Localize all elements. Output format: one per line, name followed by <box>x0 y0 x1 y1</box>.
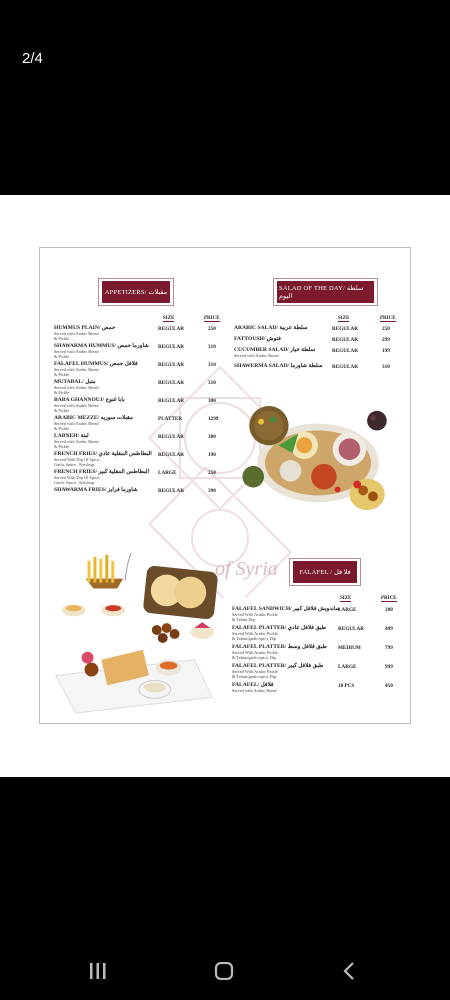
menu-item-size: REGULAR <box>158 344 184 350</box>
menu-item <box>234 325 308 331</box>
menu-item-description: Served with Arabic Bread <box>234 353 279 358</box>
menu-item <box>54 343 149 359</box>
menu-item-description: & Tahini/garlic/spicy Dip <box>232 674 277 679</box>
menu-item-price: 310 <box>208 380 216 386</box>
menu-item-description: Served With Arabic Pickle <box>232 612 278 617</box>
menu-item-price: 1299 <box>208 416 219 422</box>
menu-item-description: Garlic Sauce , Ketchup <box>54 462 94 467</box>
menu-item-price: 310 <box>208 344 216 350</box>
menu-item <box>54 397 125 413</box>
menu-item-name: ARABIC MEZZE/ مقبلات سوريه <box>54 415 133 421</box>
menu-item-size: REGULAR <box>158 434 184 440</box>
home-icon[interactable] <box>214 962 234 980</box>
menu-item-size: REGULAR <box>158 488 184 494</box>
menu-item-description: Served with Arabic Bread <box>54 349 99 354</box>
appetizers-size-header: SIZE <box>163 316 175 321</box>
menu-item-name: FATTOUSH/ فتوش <box>234 336 281 342</box>
menu-item-name: FRENCH FRIES/ البطاطس المقلية كبير <box>54 469 150 475</box>
menu-item-size: REGULAR <box>158 452 184 458</box>
appetizers-price-header: PRICE <box>204 316 220 321</box>
menu-item <box>54 361 138 377</box>
menu-item-description: Served With Dip Of Spice, <box>54 475 101 480</box>
menu-item-name: SHAWARMA FRIES/ شاورما فرايز <box>54 487 138 493</box>
menu-item-size: REGULAR <box>158 326 184 332</box>
menu-item-size: LARGE <box>338 664 357 670</box>
menu-item <box>54 415 133 431</box>
menu-item-description: & Pickle <box>54 372 70 377</box>
menu-item-name: FALAFEL/ فلافل <box>232 682 274 688</box>
menu-item-name: CUCUMBER SALAD/ سلطة خيار <box>234 347 316 353</box>
menu-item-price: 999 <box>385 664 393 670</box>
menu-item-price: 799 <box>385 645 393 651</box>
menu-item <box>54 469 149 485</box>
menu-item-size: REGULAR <box>332 326 358 332</box>
menu-item <box>234 347 315 358</box>
menu-item-description: Garlic Sauce , Ketchup <box>54 480 94 485</box>
menu-item <box>54 325 115 341</box>
menu-item-price: 390 <box>208 488 216 494</box>
menu-item <box>232 606 340 622</box>
menu-item-name: LABNEH/ لبنة <box>54 433 89 439</box>
menu-item-price: 499 <box>385 626 393 632</box>
menu-item <box>232 682 277 693</box>
menu-item-name: SHAWARMA HUMMUS/ شاورما حمص <box>54 343 149 349</box>
salad-heading: SALAD OF THE DAY/ سلطة اليوم <box>277 281 374 303</box>
falafel-size-header: SIZE <box>340 596 352 601</box>
menu-item-description: & Tahini/garlic/spicy Dip <box>232 655 277 660</box>
menu-item <box>54 487 138 493</box>
menu-item <box>232 644 327 660</box>
menu-item <box>234 363 323 369</box>
menu-item-price: 199 <box>382 348 390 354</box>
menu-item-size: MEDIUM <box>338 645 361 651</box>
back-icon[interactable] <box>342 962 356 980</box>
menu-page[interactable] <box>39 247 411 724</box>
appetizers-heading: APPETIZERS/ مقبلات <box>102 281 170 303</box>
salad-price-header: PRICE <box>380 316 396 321</box>
menu-item <box>232 663 323 679</box>
menu-item-size: REGULAR <box>332 348 358 354</box>
menu-item-description: Served with Arabic Bread <box>54 385 99 390</box>
menu-item-description: Served With Arabic Pickle <box>232 631 278 636</box>
falafel-heading: FALAFEL / فلا فل <box>293 561 357 583</box>
navigation-bar <box>0 930 450 1000</box>
menu-item-size: LARGE <box>158 470 177 476</box>
menu-item <box>232 625 326 641</box>
menu-item-size: REGULAR <box>158 380 184 386</box>
menu-item-description: Served With Arabic Pickle <box>232 650 278 655</box>
menu-item-name: FALAFEL PLATTER/ طبق فلافل عادي <box>232 625 327 631</box>
menu-item-description: Served with Arabic Bread <box>54 421 99 426</box>
menu-item-size: REGULAR <box>158 398 184 404</box>
menu-item-size: REGULAR <box>338 626 364 632</box>
page-counter: 2/4 <box>22 50 43 67</box>
menu-item-price: 190 <box>208 452 216 458</box>
menu-item-size: PLATTER <box>158 416 183 422</box>
menu-item-description: Served with Arabic Bread <box>54 439 99 444</box>
falafel-platter-photo <box>46 548 224 718</box>
recents-icon[interactable] <box>88 962 108 980</box>
salad-size-header: SIZE <box>338 316 350 321</box>
menu-item-description: & Pickle <box>54 336 70 341</box>
menu-item-description: Served with Arabic Bread <box>54 403 99 408</box>
menu-item-price: 300 <box>208 434 216 440</box>
menu-item-name: FALAFEL PLATTER/ طبق فلافل كبير <box>232 663 324 669</box>
menu-item-price: 250 <box>208 326 216 332</box>
salad-platter-photo <box>236 406 400 514</box>
watermark-text: of Syria <box>215 558 278 580</box>
menu-item-price: 200 <box>385 607 393 613</box>
menu-item-name: FALAFEL PLATTER/ طبق فلافل وسط <box>232 644 327 650</box>
menu-item-description: & Pickle <box>54 444 70 449</box>
menu-item-name: HUMMUS PLAIN/ حمص <box>54 325 116 331</box>
menu-item-price: 300 <box>208 398 216 404</box>
menu-item-description: & Tahini Dip <box>232 617 255 622</box>
menu-item-description: & Pickle <box>54 408 70 413</box>
menu-item-description: Served With Dip Of Spice, <box>54 457 101 462</box>
menu-item-description: Served with Arabic Bread <box>54 367 99 372</box>
menu-item-description: & Pickle <box>54 426 70 431</box>
menu-item-description: & Pickle <box>54 390 70 395</box>
menu-item-description: Served with Arabic Bread <box>54 331 99 336</box>
menu-item-name: FALAFEL HUMMUS/ فلافل حمص <box>54 361 138 367</box>
menu-item-size: 10 PCS <box>338 683 355 689</box>
menu-item-price: 450 <box>385 683 393 689</box>
menu-item-name: FALAFEL SANDWICH/ ساندويش فلافل كبير <box>232 606 341 612</box>
menu-item-name: MUTABAL/ متبل <box>54 379 96 385</box>
menu-item-size: REGULAR <box>332 337 358 343</box>
menu-item-price: 310 <box>208 362 216 368</box>
menu-item-description: & Pickle <box>54 354 70 359</box>
menu-item-name: BABA GHANNOUJ/ بابا غنوج <box>54 397 125 403</box>
falafel-price-header: PRICE <box>381 596 397 601</box>
menu-item-description: Served with Arabic Bread <box>232 688 277 693</box>
menu-item-price: 299 <box>382 337 390 343</box>
menu-item-price: 250 <box>208 470 216 476</box>
menu-item-description: Served With Arabic Pickle <box>232 669 278 674</box>
menu-item <box>54 379 99 395</box>
menu-item <box>54 433 99 449</box>
menu-item <box>54 451 152 467</box>
menu-item-size: LARGE <box>338 607 357 613</box>
menu-item-size: REGULAR <box>332 364 358 370</box>
menu-item <box>234 336 281 342</box>
menu-item-description: & Tahini/garlic/spicy Dip <box>232 636 277 641</box>
menu-item-price: 310 <box>382 364 390 370</box>
menu-item-size: REGULAR <box>158 362 184 368</box>
menu-item-name: FRENCH FRIES/ البطاطس المقلية عادي <box>54 451 152 457</box>
menu-item-name: SHAWERMA SALAD/ سلطة شاورما <box>234 363 323 369</box>
menu-item-price: 250 <box>382 326 390 332</box>
menu-item-name: ARABIC SALAD/ سلطة عربية <box>234 325 308 331</box>
